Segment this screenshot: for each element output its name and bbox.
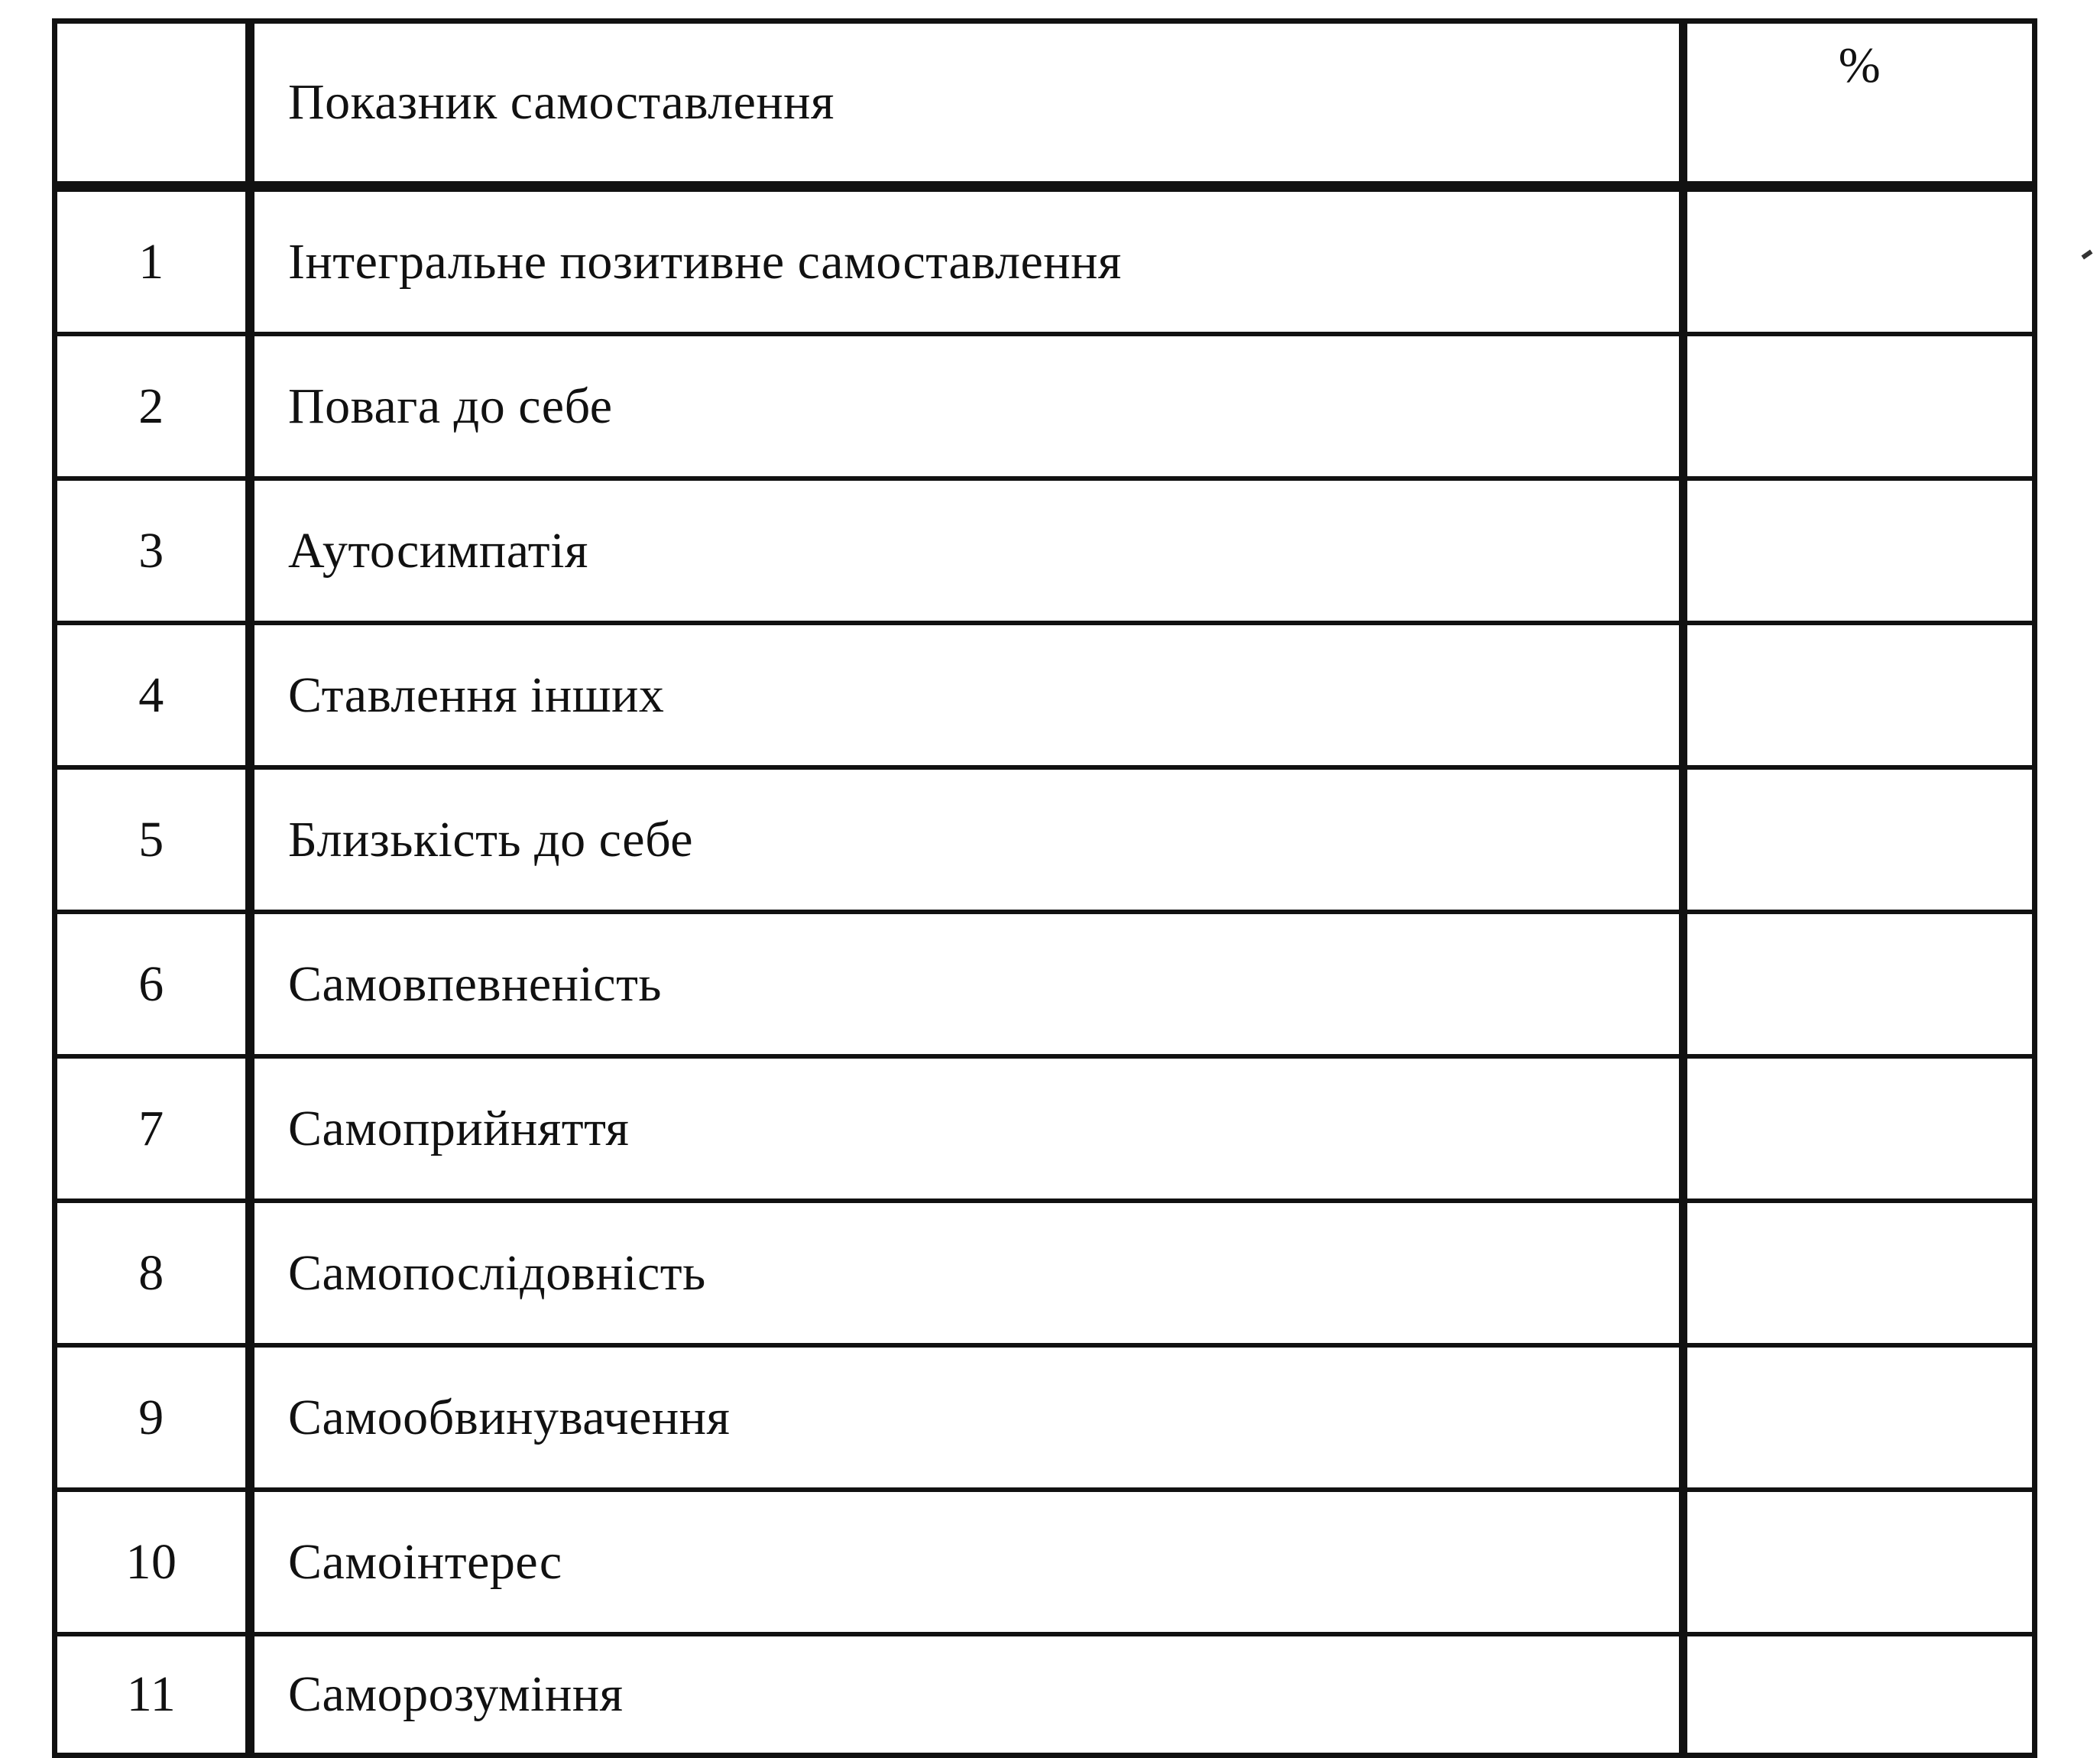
- row-indicator: Самоінтерес: [288, 1533, 562, 1590]
- table-row: [55, 1490, 2035, 1634]
- row-indicator-cell: [250, 478, 1684, 623]
- row-indicator-cell: [250, 334, 1684, 478]
- row-indicator-cell: [250, 1634, 1684, 1756]
- row-percent-cell: [1684, 187, 2035, 334]
- table-row: [55, 1345, 2035, 1490]
- table-header-row: [55, 21, 2035, 187]
- row-percent-cell: [1684, 1634, 2035, 1756]
- row-number: 8: [138, 1244, 164, 1301]
- row-number: 5: [138, 811, 164, 868]
- row-number: 11: [126, 1666, 177, 1722]
- row-indicator: Близькість до себе: [288, 811, 694, 868]
- row-indicator: Самопослідовність: [288, 1244, 706, 1301]
- row-indicator-cell: [250, 623, 1684, 767]
- row-percent-cell: [1684, 478, 2035, 623]
- row-indicator: Саморозуміння: [288, 1666, 624, 1722]
- row-number-cell: [55, 1634, 251, 1756]
- row-number-cell: [55, 334, 251, 478]
- table-row: [55, 912, 2035, 1056]
- row-percent-cell: [1684, 1201, 2035, 1345]
- row-indicator: Ставлення інших: [288, 667, 665, 723]
- row-number-cell: [55, 478, 251, 623]
- header-indicator-label: Показник самоставлення: [288, 74, 834, 130]
- row-number: 3: [138, 522, 164, 579]
- row-indicator-cell: [250, 1201, 1684, 1345]
- table-row: [55, 334, 2035, 478]
- table-row: [55, 767, 2035, 912]
- row-number: 7: [138, 1100, 164, 1156]
- row-percent-cell: [1684, 334, 2035, 478]
- row-indicator: Інтегральне позитивне самоставлення: [288, 233, 1122, 290]
- row-percent-cell: [1684, 767, 2035, 912]
- row-number: 10: [125, 1533, 177, 1590]
- row-indicator: Самообвинувачення: [288, 1389, 731, 1445]
- row-number-cell: [55, 1201, 251, 1345]
- row-number-cell: [55, 912, 251, 1056]
- row-number-cell: [55, 1490, 251, 1634]
- table-row: [55, 478, 2035, 623]
- scan-speck: [2082, 250, 2093, 260]
- row-number: 4: [138, 667, 164, 723]
- row-number: 6: [138, 955, 164, 1012]
- row-number: 1: [138, 233, 164, 290]
- row-percent-cell: [1684, 1345, 2035, 1490]
- table-row: [55, 623, 2035, 767]
- row-indicator-cell: [250, 1490, 1684, 1634]
- self-attitude-table: [52, 18, 2037, 1758]
- row-indicator: Повага до себе: [288, 378, 613, 434]
- row-indicator-cell: [250, 1345, 1684, 1490]
- row-number-cell: [55, 623, 251, 767]
- table-row: [55, 1056, 2035, 1201]
- row-number: 9: [138, 1389, 164, 1445]
- row-indicator: Самоприйняття: [288, 1100, 630, 1156]
- row-number-cell: [55, 187, 251, 334]
- header-number-cell: [55, 21, 251, 187]
- row-percent-cell: [1684, 623, 2035, 767]
- row-number-cell: [55, 767, 251, 912]
- row-number-cell: [55, 1345, 251, 1490]
- table-row: [55, 1634, 2035, 1756]
- row-indicator-cell: [250, 912, 1684, 1056]
- row-percent-cell: [1684, 1056, 2035, 1201]
- row-number-cell: [55, 1056, 251, 1201]
- header-indicator-cell: [250, 21, 1684, 187]
- row-indicator-cell: [250, 187, 1684, 334]
- self-attitude-table-sheet: [52, 18, 2037, 1722]
- row-indicator: Самовпевненість: [288, 955, 663, 1012]
- row-indicator: Аутосимпатія: [288, 522, 588, 579]
- row-percent-cell: [1684, 1490, 2035, 1634]
- header-percent-cell: [1684, 21, 2035, 187]
- table-row: [55, 1201, 2035, 1345]
- row-number: 2: [138, 378, 164, 434]
- table-row: [55, 187, 2035, 334]
- row-indicator-cell: [250, 767, 1684, 912]
- row-percent-cell: [1684, 912, 2035, 1056]
- header-percent-label: %: [1838, 37, 1881, 93]
- row-indicator-cell: [250, 1056, 1684, 1201]
